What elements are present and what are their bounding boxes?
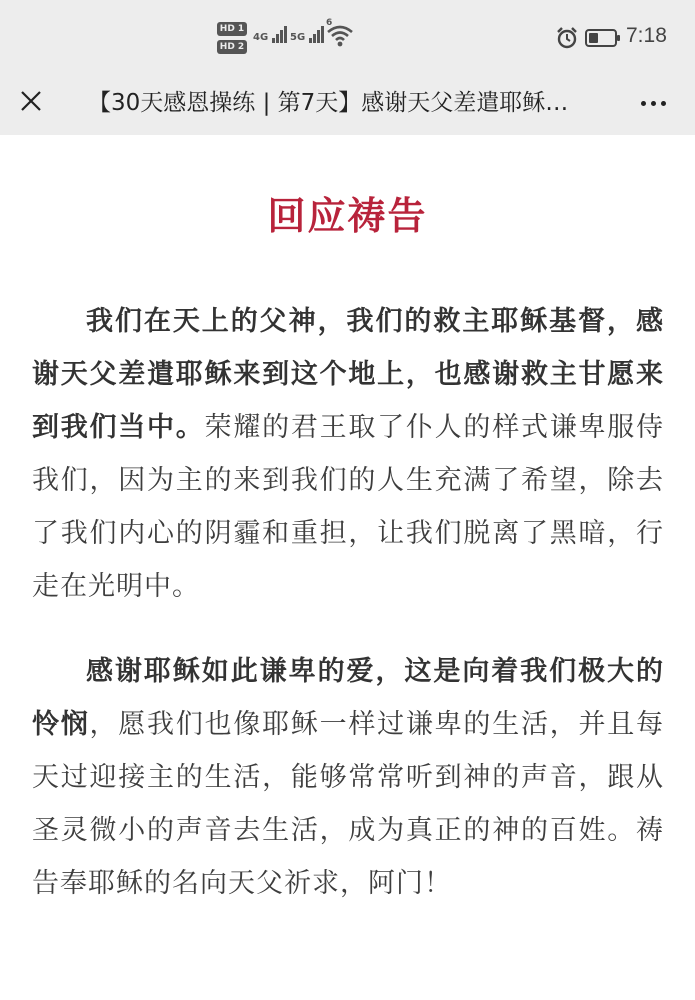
wifi-badge: 6	[326, 18, 333, 28]
top-chrome	[0, 0, 695, 135]
alarm-icon	[556, 27, 578, 53]
close-button[interactable]	[12, 82, 50, 120]
more-options-button[interactable]	[633, 88, 673, 118]
close-icon	[20, 90, 42, 112]
paragraph-1-text: 荣耀的君王取了仆人的样式谦卑服侍我们，因为主的来到我们的人生充满了希望，除去了我们内心的阴霾和重担，让我们脱离了黑暗，行走在光明中。	[32, 412, 665, 602]
clock: 7:18	[626, 24, 667, 47]
nav-bar	[0, 72, 695, 135]
network1-label: 4G	[253, 32, 269, 43]
paragraph-1	[32, 295, 664, 613]
article-content	[0, 135, 695, 1000]
more-dot-icon	[651, 101, 656, 106]
signal-icon	[253, 26, 288, 48]
paragraph-2-bold: 感谢耶稣如此谦卑的爱，这是向着我们极大的怜悯	[32, 656, 664, 740]
article-heading: 回应祷告	[267, 194, 428, 238]
page-title: 【30天感恩操练 | 第7天】感谢天父差遣耶稣…	[88, 90, 569, 116]
status-bar	[0, 0, 695, 72]
battery-icon	[585, 29, 621, 51]
network2-label: 5G	[290, 32, 306, 43]
sim2-badge: HD 2	[217, 40, 247, 54]
more-dot-icon	[641, 101, 646, 106]
wifi-icon	[326, 18, 354, 52]
sim1-badge: HD 1	[217, 22, 247, 36]
signal-icon-2	[290, 26, 325, 48]
paragraph-2-text: ，愿我们也像耶稣一样过谦卑的生活，并且每天过迎接主的生活，能够常常听到神的声音，跟从圣灵微小的声音去生活，成为真正的神的百姓。祷告奉耶稣的名向天父祈求，阿门！	[32, 709, 665, 899]
sim-indicators	[217, 22, 249, 58]
paragraph-2	[32, 645, 664, 910]
paragraph-1-bold: 我们在天上的父神，我们的救主耶稣基督，感谢天父差遣耶稣来到这个地上，也感谢救主甘愿来到我们当中。	[32, 306, 664, 443]
more-dot-icon	[661, 101, 666, 106]
